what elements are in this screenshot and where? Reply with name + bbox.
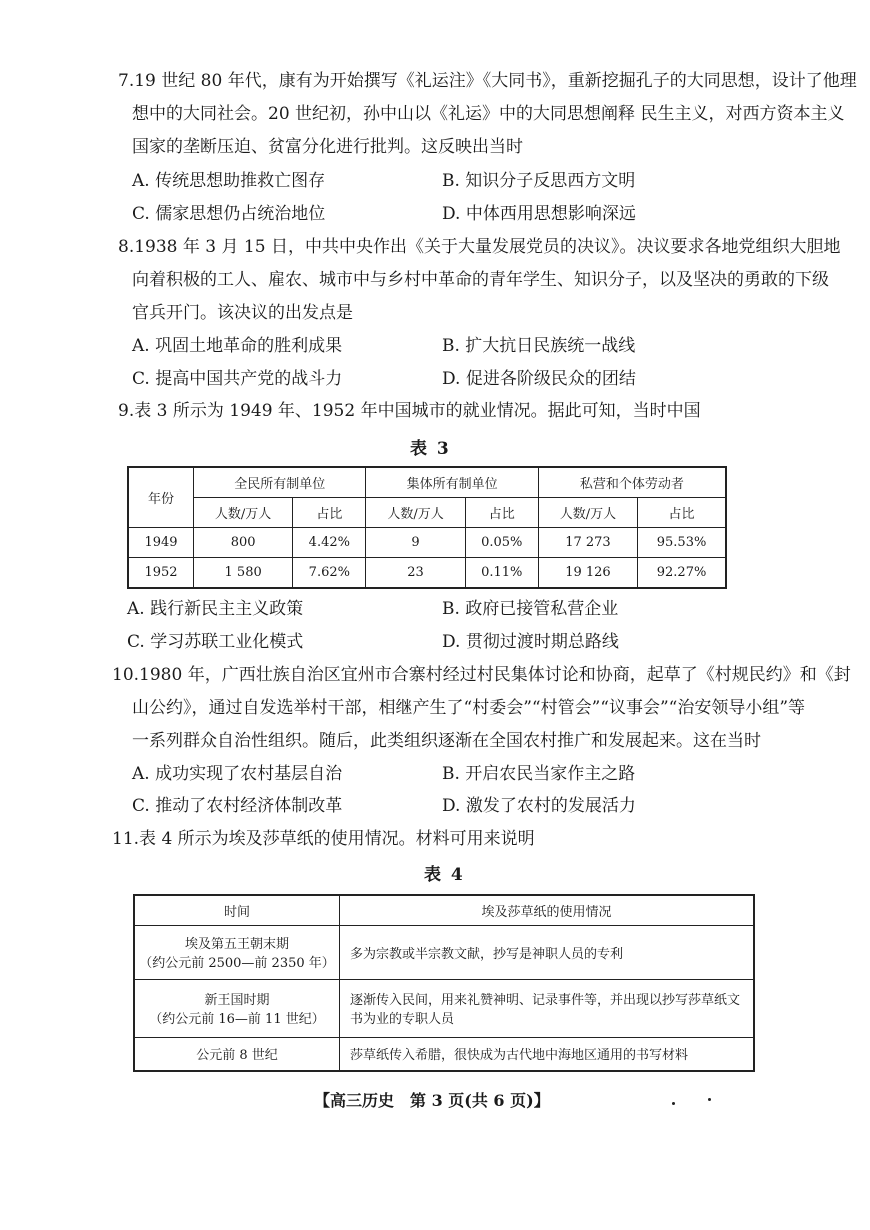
table3-cell: 23 xyxy=(366,558,465,589)
q8-stem-line3: 官兵开门。该决议的出发点是 xyxy=(132,303,353,323)
q7-stem-line2: 想中的大同社会。20 世纪初，孙中山以《礼运》中的大同思想阐释 民生主义，对西方资本主义 xyxy=(132,104,845,124)
table3-cell: 9 xyxy=(366,528,465,558)
table3-cell: 17 273 xyxy=(538,528,637,558)
q8-option-c[interactable]: C. 提高中国共产党的战斗力 xyxy=(132,369,343,389)
table4-use-cell xyxy=(340,1037,755,1071)
table3-cell: 19 126 xyxy=(538,558,637,589)
q10-stem-line2: 山公约》，通过自发选举村干部，相继产生了“村委会”“村管会”“议事会”“治安领导小组”等 xyxy=(132,698,806,718)
table4-header-time: 时间 xyxy=(134,895,340,925)
table3-cell: 1952 xyxy=(128,558,194,589)
table3-sub-header: 占比 xyxy=(638,498,726,528)
table3-cell: 7.62% xyxy=(293,558,366,589)
table4-use-cell xyxy=(340,979,755,1037)
table-3 xyxy=(127,466,727,589)
table3-sub-header: 占比 xyxy=(465,498,538,528)
table3-sub-header: 占比 xyxy=(293,498,366,528)
q11-stem-line1: 11.表 4 所示为埃及莎草纸的使用情况。材料可用来说明 xyxy=(112,829,535,849)
table4-time-cell xyxy=(134,1037,340,1071)
q10-option-c[interactable]: C. 推动了农村经济体制改革 xyxy=(132,796,343,816)
table4-use-line1: 逐渐传入民间，用来礼赞神明、记录事件等，并出现以抄写莎草纸文 xyxy=(350,993,741,1008)
q10-option-a[interactable]: A. 成功实现了农村基层自治 xyxy=(132,764,343,784)
q9-option-d[interactable]: D. 贯彻过渡时期总路线 xyxy=(442,632,619,652)
table3-sub-header: 人数/万人 xyxy=(538,498,637,528)
q10-stem-line3: 一系列群众自治性组织。随后，此类组织逐渐在全国农村推广和发展起来。这在当时 xyxy=(132,731,761,751)
q8-option-d[interactable]: D. 促进各阶级民众的团结 xyxy=(442,369,636,389)
table4-use-cell xyxy=(340,925,755,979)
table-row xyxy=(128,558,726,589)
q8-stem-line1: 8.1938 年 3 月 15 日，中共中央作出《关于大量发展党员的决议》。决议要求各地党组织大胆地 xyxy=(118,237,841,257)
table3-year-header: 年份 xyxy=(128,467,194,528)
page-footer: 【高三历史 第 3 页(共 6 页)】 xyxy=(314,1091,550,1110)
table4-time-cell xyxy=(134,925,340,979)
table-row xyxy=(134,925,754,979)
q7-option-d[interactable]: D. 中体西用思想影响深远 xyxy=(442,204,636,224)
table-row xyxy=(128,528,726,558)
q10-option-d[interactable]: D. 激发了农村的发展活力 xyxy=(442,796,636,816)
q8-option-a[interactable]: A. 巩固土地革命的胜利成果 xyxy=(132,336,343,356)
table-row xyxy=(134,979,754,1037)
table3-cell: 800 xyxy=(194,528,293,558)
table4-time-range: （约公元前 16—前 11 世纪） xyxy=(149,1012,325,1027)
q9-option-a[interactable]: A. 践行新民主主义政策 xyxy=(127,599,304,619)
q10-option-b[interactable]: B. 开启农民当家作主之路 xyxy=(442,764,636,784)
table3-cell: 95.53% xyxy=(638,528,726,558)
table3-group-header: 全民所有制单位 xyxy=(194,467,366,498)
table3-caption: 表 3 xyxy=(410,439,451,459)
q7-option-b[interactable]: B. 知识分子反思西方文明 xyxy=(442,171,636,191)
q9-option-c[interactable]: C. 学习苏联工业化模式 xyxy=(127,632,304,652)
q8-stem-line2: 向着积极的工人、雇农、城市中与乡村中革命的青年学生、知识分子，以及坚决的勇敢的下级 xyxy=(132,270,829,290)
table3-group-header: 私营和个体劳动者 xyxy=(538,467,726,498)
table3-cell: 0.11% xyxy=(465,558,538,589)
q7-stem-line1: 7.19 世纪 80 年代，康有为开始撰写《礼运注》《大同书》，重新挖掘孔子的大同思想，设计了他理 xyxy=(118,71,857,91)
table3-sub-header: 人数/万人 xyxy=(366,498,465,528)
table4-header-use: 埃及莎草纸的使用情况 xyxy=(340,895,755,925)
table3-cell: 1949 xyxy=(128,528,194,558)
table3-cell: 4.42% xyxy=(293,528,366,558)
q8-option-b[interactable]: B. 扩大抗日民族统一战线 xyxy=(442,336,636,356)
table4-time-range: （约公元前 2500—前 2350 年） xyxy=(139,956,335,971)
q9-stem-line1: 9.表 3 所示为 1949 年、1952 年中国城市的就业情况。据此可知，当时中国 xyxy=(118,401,701,421)
table4-time-cell xyxy=(134,979,340,1037)
table3-cell: 92.27% xyxy=(638,558,726,589)
table4-use-line1: 莎草纸传入希腊，很快成为古代地中海地区通用的书写材料 xyxy=(350,1048,689,1064)
table4-time-main: 公元前 8 世纪 xyxy=(196,1048,278,1064)
table-row xyxy=(134,1037,754,1071)
table4-time-main: 新王国时期 xyxy=(204,993,270,1008)
table-4 xyxy=(133,894,755,1072)
table3-cell: 0.05% xyxy=(465,528,538,558)
q7-stem-line3: 国家的垄断压迫、贫富分化进行批判。这反映出当时 xyxy=(132,137,523,157)
table3-sub-header: 人数/万人 xyxy=(194,498,293,528)
scan-mark xyxy=(672,1102,675,1105)
q7-option-c[interactable]: C. 儒家思想仍占统治地位 xyxy=(132,204,326,224)
table4-use-line2: 书为业的专职人员 xyxy=(350,1012,455,1027)
table4-caption: 表 4 xyxy=(424,865,465,885)
q9-option-b[interactable]: B. 政府已接管私营企业 xyxy=(442,599,619,619)
q10-stem-line1: 10.1980 年，广西壮族自治区宜州市合寨村经过村民集体讨论和协商，起草了《村规民约》和《封 xyxy=(112,665,851,685)
table4-use-line1: 多为宗教或半宗教文献，抄写是神职人员的专利 xyxy=(350,946,624,962)
table4-time-main: 埃及第五王朝末期 xyxy=(184,937,289,952)
table3-group-header: 集体所有制单位 xyxy=(366,467,538,498)
q7-option-a[interactable]: A. 传统思想助推救亡图存 xyxy=(132,171,326,191)
table3-cell: 1 580 xyxy=(194,558,293,589)
scan-mark xyxy=(708,1098,711,1101)
